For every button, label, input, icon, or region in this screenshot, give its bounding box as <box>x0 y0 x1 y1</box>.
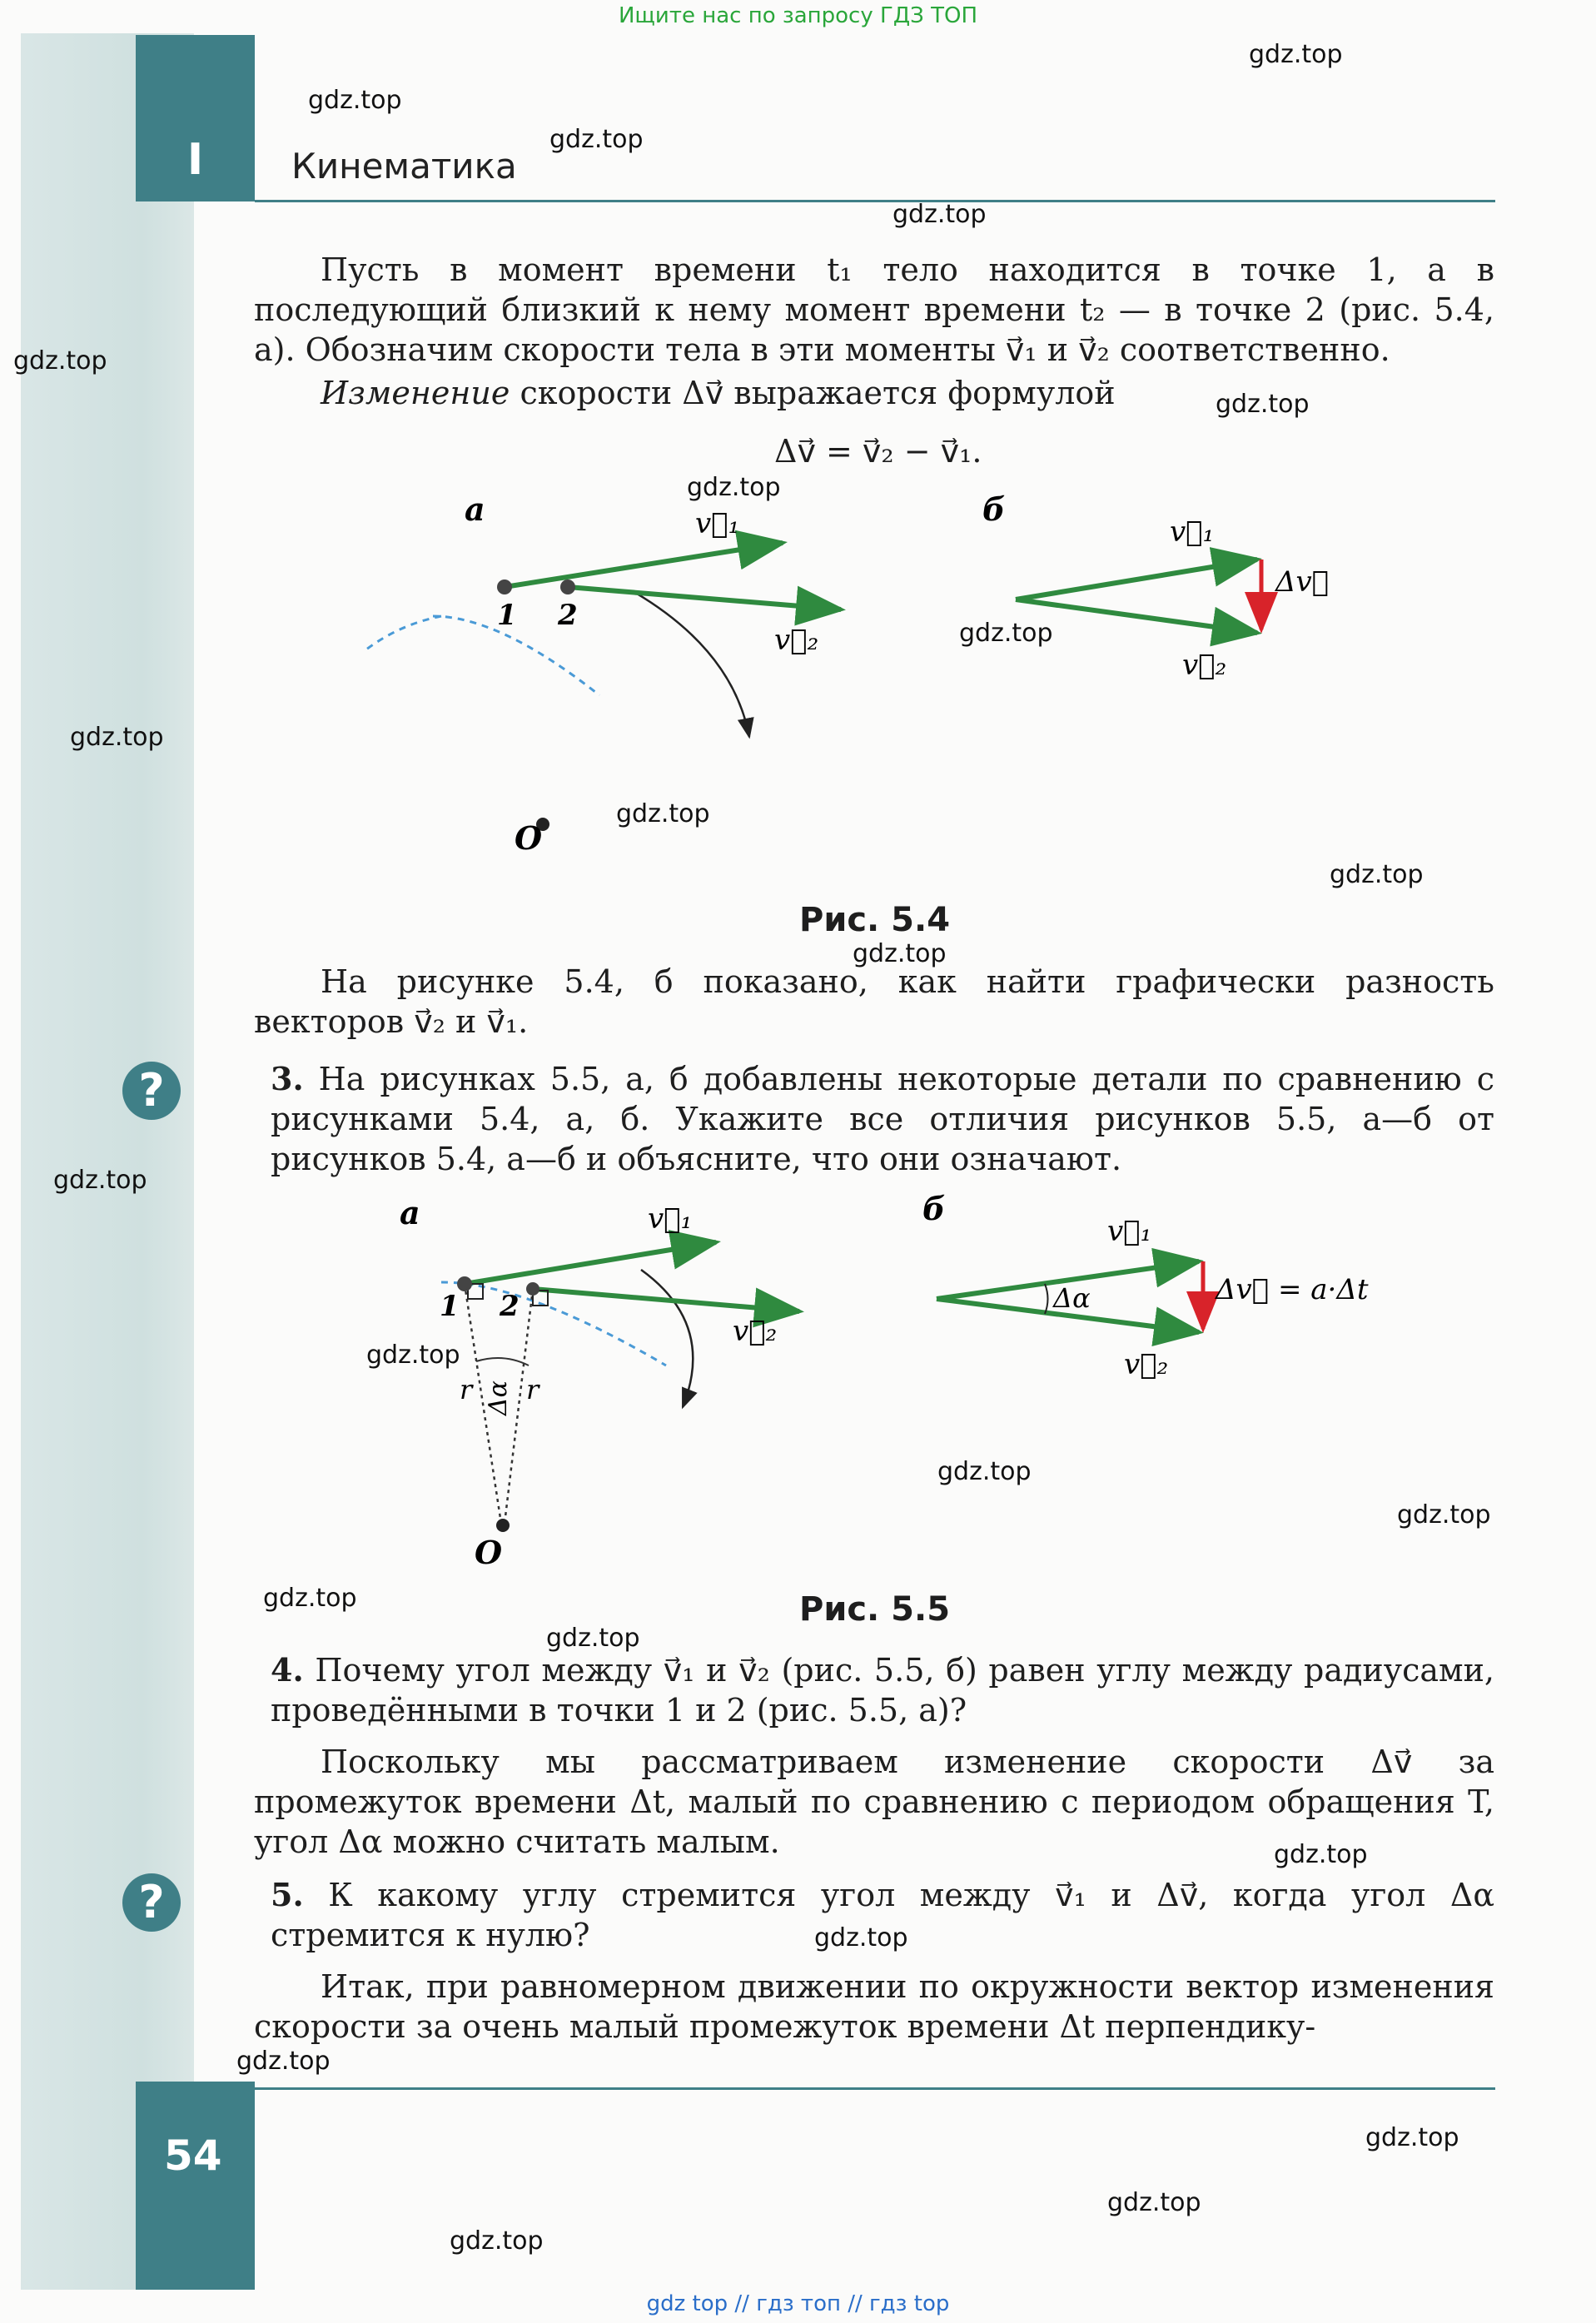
watermark: gdz.top <box>853 939 947 968</box>
watermark: gdz.top <box>959 619 1053 648</box>
figure-5-5-caption: Рис. 5.5 <box>799 1590 951 1629</box>
watermark: gdz.top <box>892 200 987 229</box>
paragraph-conclusion: Итак, при равномерном движении по окружности вектор изменения скорости за очень малый промежуток времени Δt перпендику- <box>254 1968 1494 2045</box>
label-b: б <box>982 490 1006 528</box>
point-1 <box>497 580 512 594</box>
label-center-o: O <box>475 1534 503 1571</box>
watermark: gdz.top <box>549 125 644 154</box>
header-rule <box>255 200 1495 202</box>
question-4-number: 4. <box>271 1651 304 1689</box>
question-5 <box>271 1875 1494 1955</box>
label-angle-b: Δα <box>1053 1282 1091 1314</box>
vector-v2-b <box>1016 599 1257 633</box>
chapter-number-tab: I <box>136 35 255 201</box>
label-delta-v: Δv⃗ <box>1275 565 1330 599</box>
watermark: gdz.top <box>814 1923 908 1952</box>
watermark: gdz.top <box>13 346 107 376</box>
question-3-number: 3. <box>271 1060 304 1097</box>
watermark: gdz.top <box>70 723 164 752</box>
vector-v1 <box>465 1242 716 1284</box>
question-3-text: На рисунках 5.5, а, б добавлены некоторые детали по сравнению с рисунками 5.4, а, б. Укажите все отличия рисунков 5.5, а—б от рисунков 5.4, а—б и объясните, что они означают. <box>271 1061 1494 1177</box>
label-v1: v⃗₁ <box>648 1202 693 1236</box>
vector-v2 <box>568 587 841 609</box>
formula-delta-v: Δv⃗ = v⃗₂ − v⃗₁. <box>774 433 982 470</box>
page-number: 54 <box>136 2082 255 2290</box>
question-5-text: К какому углу стремится угол между v⃗₁ и Δv⃗, когда угол Δα стремится к нулю? <box>271 1877 1494 1953</box>
angle-arc-b <box>1045 1284 1048 1314</box>
question-icon: ? <box>122 1873 181 1932</box>
watermark: gdz.top <box>616 799 710 828</box>
watermark: gdz.top <box>236 2047 331 2076</box>
angle-arc <box>476 1358 529 1365</box>
point-1 <box>457 1276 472 1291</box>
chapter-title: Кинематика <box>291 146 517 187</box>
bottom-banner: gdz top // гдз топ // гдз top <box>646 2291 950 2316</box>
label-v1-b: v⃗₁ <box>1170 515 1215 549</box>
label-v2-b: v⃗₂ <box>1182 649 1227 682</box>
label-point-2: 2 <box>500 1290 520 1323</box>
watermark: gdz.top <box>687 473 781 502</box>
question-4 <box>271 1650 1494 1730</box>
paragraph-change-definition <box>254 373 1494 413</box>
paragraph-intro: Пусть в момент времени t₁ тело находится в точке 1, а в последующий близкий к нему момент времени t₂ — в точке 2 (рис. 5.4, а). Обозначим скорости тела в эти моменты v⃗₁ и v⃗₂ соответственно. <box>254 251 1494 368</box>
motion-direction-arrow <box>633 591 749 737</box>
label-point-1: 1 <box>497 599 517 632</box>
watermark: gdz.top <box>1330 860 1424 889</box>
center-point <box>496 1519 510 1532</box>
watermark: gdz.top <box>1249 40 1343 69</box>
label-v1-b: v⃗₁ <box>1107 1215 1152 1248</box>
watermark: gdz.top <box>366 1341 460 1370</box>
label-center-o: O <box>515 819 543 857</box>
watermark: gdz.top <box>1397 1500 1491 1530</box>
watermark: gdz.top <box>1365 2123 1459 2152</box>
watermark: gdz.top <box>937 1457 1032 1486</box>
watermark: gdz.top <box>546 1624 640 1653</box>
footer-rule <box>255 2087 1495 2090</box>
motion-direction-arrow <box>641 1270 693 1407</box>
paragraph-small-angle: Поскольку мы рассматриваем изменение скорости Δv⃗ за промежуток времени Δt, малый по сравнению с периодом обращения T, угол Δα можно считать малым. <box>254 1743 1494 1860</box>
vector-v1-b <box>1016 560 1257 599</box>
label-b: б <box>922 1191 946 1227</box>
label-radius-1: r <box>460 1374 473 1405</box>
question-3 <box>271 1059 1494 1179</box>
question-icon: ? <box>122 1062 181 1120</box>
question-4-text: Почему угол между v⃗₁ и v⃗₂ (рис. 5.5, б) равен углу между радиусами, проведёнными в точки 1 и 2 (рис. 5.5, а)? <box>271 1652 1494 1729</box>
label-v1: v⃗₁ <box>695 507 740 540</box>
figure-5-4-caption: Рис. 5.4 <box>799 901 951 939</box>
vector-v1 <box>505 543 783 587</box>
label-angle-radius: Δα <box>484 1380 513 1415</box>
figure-5-5 <box>250 1191 1482 1590</box>
watermark: gdz.top <box>308 86 402 115</box>
term-change: Изменение <box>321 375 510 411</box>
label-a: а <box>465 490 485 528</box>
watermark: gdz.top <box>263 1584 357 1613</box>
label-delta-v-formula: Δv⃗ = a·Δt <box>1216 1273 1369 1306</box>
point-2 <box>560 580 575 594</box>
label-point-2: 2 <box>558 599 578 632</box>
label-a: а <box>400 1194 420 1231</box>
paragraph-graphical-difference: На рисунке 5.4, б показано, как найти графически разность векторов v⃗₂ и v⃗₁. <box>254 963 1494 1040</box>
question-5-number: 5. <box>271 1876 304 1913</box>
paragraph-change-text: скорости Δv⃗ выражается формулой <box>510 375 1116 411</box>
figure-5-4 <box>250 483 1482 899</box>
watermark: gdz.top <box>450 2226 544 2256</box>
label-v2-b: v⃗₂ <box>1124 1348 1169 1381</box>
watermark: gdz.top <box>53 1166 147 1195</box>
trajectory-arc-left <box>366 616 441 649</box>
watermark: gdz.top <box>1274 1840 1368 1869</box>
label-radius-2: r <box>526 1374 539 1405</box>
top-banner: Ищите нас по запросу ГДЗ ТОП <box>618 3 978 28</box>
label-v2: v⃗₂ <box>774 624 819 657</box>
label-v2: v⃗₂ <box>733 1315 778 1348</box>
watermark: gdz.top <box>1216 390 1310 419</box>
watermark: gdz.top <box>1107 2188 1201 2217</box>
point-2 <box>526 1282 539 1296</box>
label-point-1: 1 <box>440 1290 460 1323</box>
